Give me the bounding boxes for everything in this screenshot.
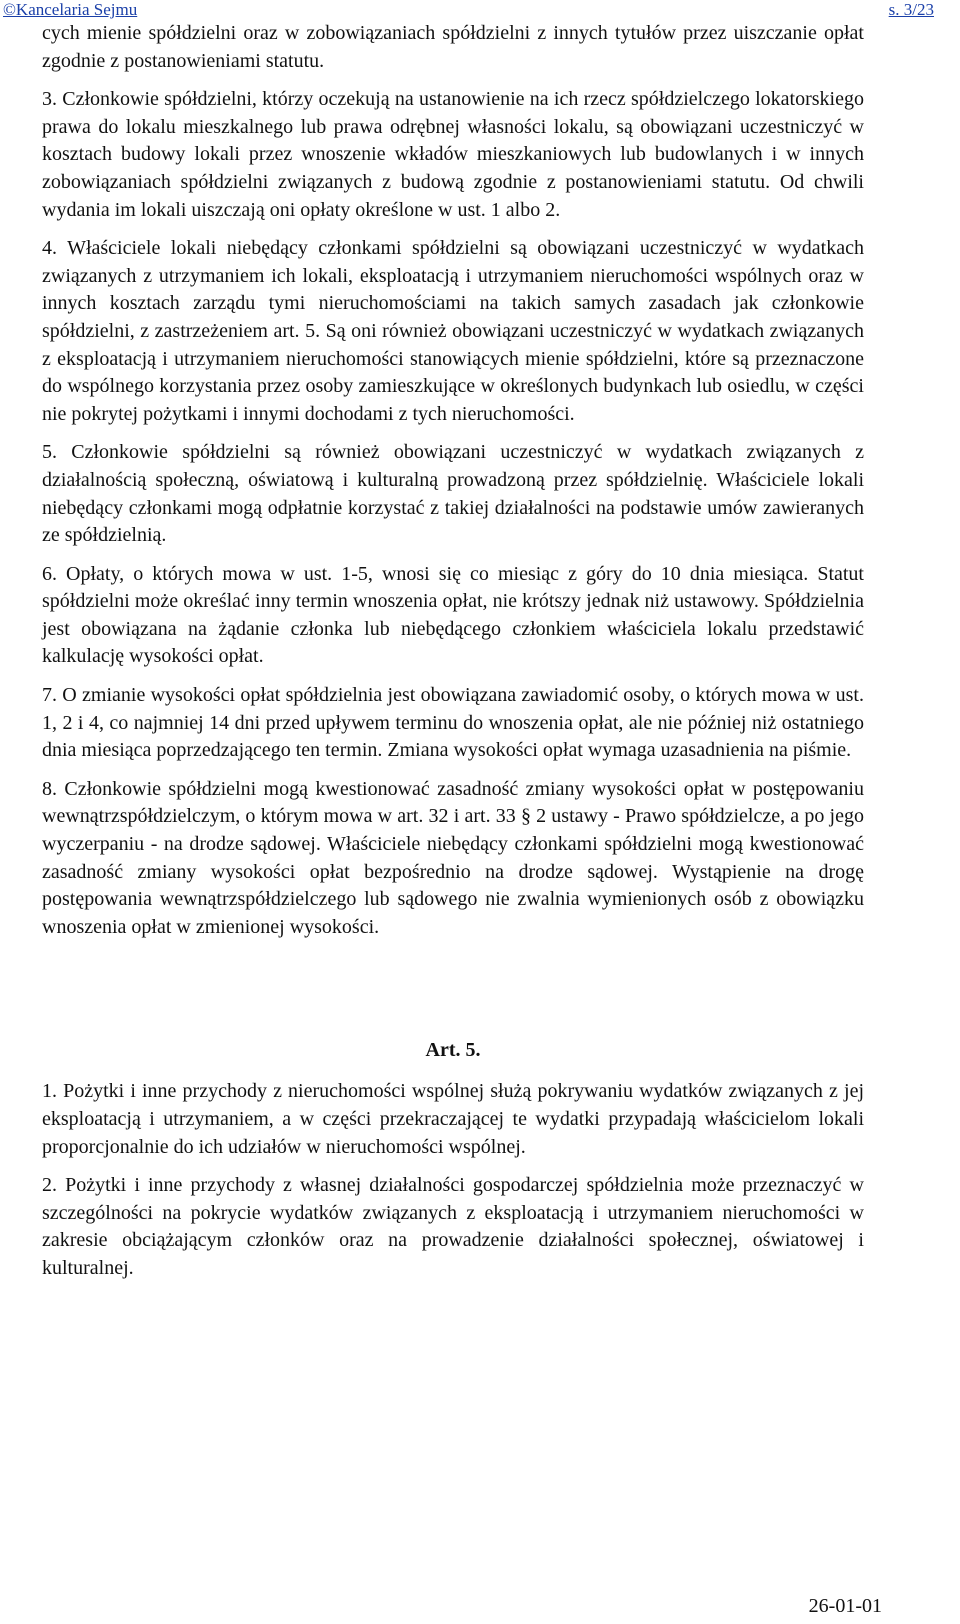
page-header	[0, 0, 960, 22]
document-body	[42, 20, 864, 1294]
paragraph-7: 7. O zmianie wysokości opłat spółdzielnia jest obowiązana zawiadomić osoby, o których mowa w ust. 1, 2 i 4, co najmniej 14 dni przed upływem terminu do wnoszenia opłat, ale nie później niż ostatniego dnia miesiąca poprzedzającego ten termin. Zmiana wysokości opłat wymaga uzasadnienia na piśmie.	[42, 684, 864, 762]
paragraph-4: 4. Właściciele lokali niebędący członkami spółdzielni są obowiązani uczestniczyć w wydatkach związanych z utrzymaniem ich lokali, eksploatacją i utrzymaniem nieruchomości wspólnych oraz w innych kosztach zarządu tymi nieruchomościami na takich samych zasadach jak członkowie spółdzielni, z zastrzeżeniem art. 5. Są oni również obowiązani uczestniczyć w wydatkach związanych z eksploatacją i utrzymaniem nieruchomości stanowiących mienie spółdzielni, które są przeznaczone do wspólnego korzystania przez osoby zamieszkujące w określonych budynkach lub osiedlu, w części nie pokrytej pożytkami i innymi dochodami z tych nieruchomości.	[42, 237, 864, 425]
page-number-link[interactable]: s. 3/23	[888, 0, 934, 19]
article-heading: Art. 5.	[425, 1039, 481, 1062]
article-paragraph-1: 1. Pożytki i inne przychody z nieruchomości wspólnej służą pokrywaniu wydatków związanych z jej eksploatacją i utrzymaniem, a w części przekraczającej te wydatki przypadają właścicielom lokali proporcjonalnie do ich udziałów w nieruchomości wspólnej.	[42, 1080, 864, 1158]
paragraph-3: 3. Członkowie spółdzielni, którzy oczekują na ustanowienie na ich rzecz spółdzielczego lokatorskiego prawa do lokalu mieszkalnego lub prawa odrębnej własności lokalu, są obowiązani uczestniczyć w kosztach budowy lokali przez wnoszenie wkładów mieszkaniowych lub budowlanych i w innych zobowiązaniach spółdzielni związanych z budową zgodnie z postanowieniami statutu. Od chwili wydania im lokali uiszczają oni opłaty określone w ust. 1 albo 2.	[42, 88, 864, 221]
paragraph-8: 8. Członkowie spółdzielni mogą kwestionować zasadność zmiany wysokości opłat w postępowaniu wewnątrzspółdzielczym, o którym mowa w art. 32 i art. 33 § 2 ustawy - Prawo spółdzielcze, a po jego wyczerpaniu - na drodze sądowej. Właściciele niebędący członkami spółdzielni mogą kwestionować zasadność zmiany wysokości opłat bezpośrednio na drodze sądowej. Wystąpienie na drogę postępowania wewnątrzspółdzielczego lub sądowego nie zwalnia wymienionych osób z obowiązku wnoszenia opłat w zmienionej wysokości.	[42, 777, 864, 938]
paragraph-continuation: cych mienie spółdzielni oraz w zobowiązaniach spółdzielni z innych tytułów przez uiszczanie opłat zgodnie z postanowieniami statutu.	[42, 22, 864, 72]
footer-date: 26-01-01	[808, 1595, 882, 1617]
paragraph-5: 5. Członkowie spółdzielni są również obowiązani uczestniczyć w wydatkach związanych z działalnością społeczną, oświatową i kulturalną prowadzoną przez spółdzielnię. Właściciele lokali niebędący członkami mogą odpłatnie korzystać z takiej działalności na podstawie umów zawieranych ze spółdzielnią.	[42, 441, 864, 547]
copyright-link[interactable]: ©Kancelaria Sejmu	[3, 0, 138, 19]
paragraph-6: 6. Opłaty, o których mowa w ust. 1-5, wnosi się co miesiąc z góry do 10 dnia miesiąca. Statut spółdzielni może określać inny termin wnoszenia opłat, nie krótszy jednak niż ustawowy. Spółdzielnia jest obowiązana na żądanie członka lub niebędącego członkiem właściciela lokalu przedstawić kalkulację wysokości opłat.	[42, 562, 864, 668]
article-paragraph-2: 2. Pożytki i inne przychody z własnej działalności gospodarczej spółdzielnia może przeznaczyć w szczególności na pokrycie wydatków związanych z eksploatacją i utrzymaniem nieruchomości w zakresie obciążającym członków oraz na prowadzenie działalności społecznej, oświatowej i kulturalnej.	[42, 1174, 864, 1279]
